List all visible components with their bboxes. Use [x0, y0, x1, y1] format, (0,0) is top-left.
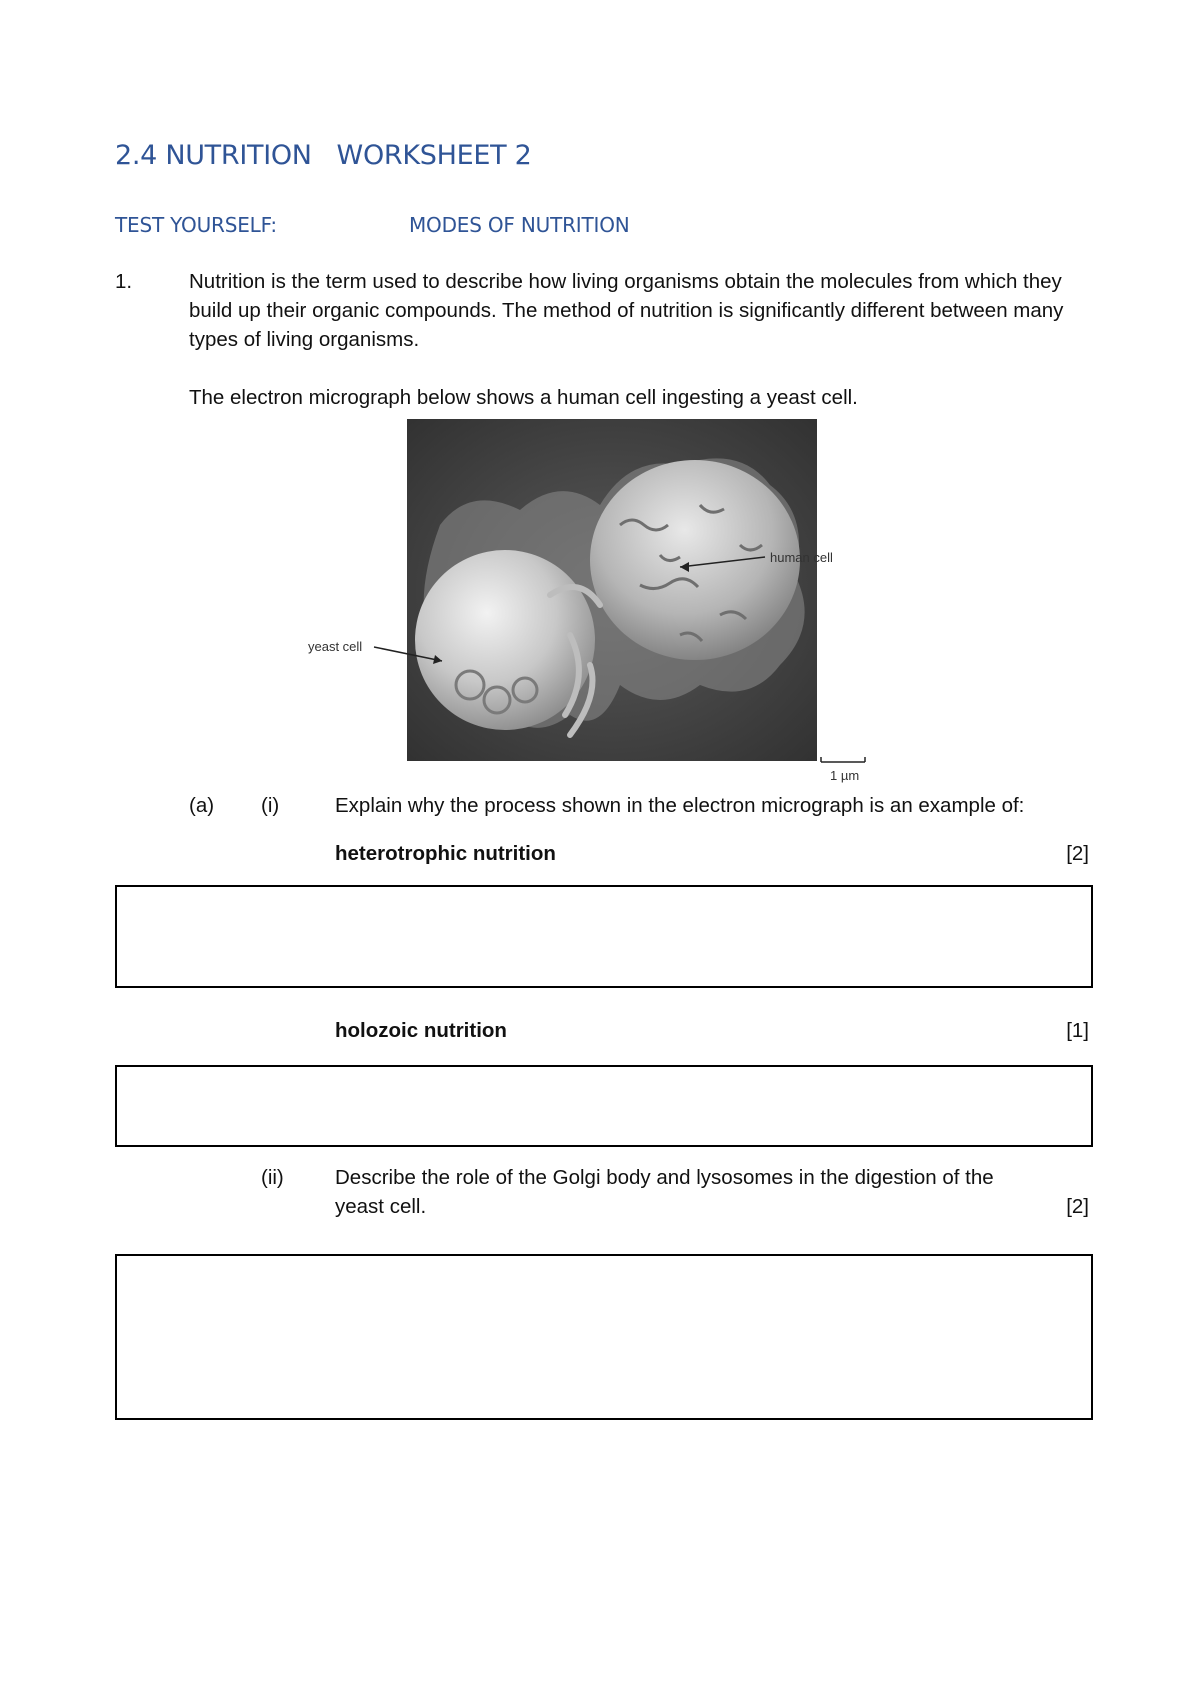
- electron-micrograph-figure: [300, 415, 880, 787]
- part-a-label: (a): [189, 794, 215, 817]
- part-ii-question-line1: Describe the role of the Golgi body and lysosomes in the digestion of the: [335, 1166, 994, 1189]
- question-number: 1.: [115, 270, 133, 293]
- answer-box-holozoic[interactable]: [115, 1065, 1093, 1147]
- answer-box-heterotrophic[interactable]: [115, 885, 1093, 988]
- part-i-label: (i): [261, 794, 280, 817]
- marks-heterotrophic: [2]: [1066, 842, 1089, 865]
- scale-bar-label: 1 µm: [830, 768, 860, 783]
- part-ii-label: (ii): [261, 1166, 284, 1189]
- page-title: 2.4 NUTRITION WORKSHEET 2: [115, 140, 532, 171]
- micrograph-svg: [300, 415, 880, 787]
- test-yourself-label: TEST YOURSELF:: [115, 213, 277, 237]
- term-heterotrophic: heterotrophic nutrition: [335, 842, 556, 865]
- term-holozoic: holozoic nutrition: [335, 1019, 507, 1042]
- marks-golgi: [2]: [1066, 1195, 1089, 1218]
- question-paragraph: Nutrition is the term used to describe how living organisms obtain the molecules from which they build up their organic compounds. The method of nutrition is significantly different between many types of living organisms.: [189, 270, 1064, 351]
- human-cell-body: [590, 460, 800, 660]
- yeast-cell-body: [415, 550, 595, 730]
- marks-holozoic: [1]: [1066, 1019, 1089, 1042]
- part-ii-question-line2: yeast cell.: [335, 1195, 427, 1218]
- human-cell-label: human cell: [770, 550, 833, 565]
- topic-label: MODES OF NUTRITION: [409, 213, 630, 237]
- answer-box-golgi-lysosomes[interactable]: [115, 1254, 1093, 1420]
- micrograph-intro: The electron micrograph below shows a human cell ingesting a yeast cell.: [189, 386, 858, 409]
- part-i-instruction: Explain why the process shown in the electron micrograph is an example of:: [335, 794, 1025, 817]
- yeast-cell-label: yeast cell: [308, 639, 363, 654]
